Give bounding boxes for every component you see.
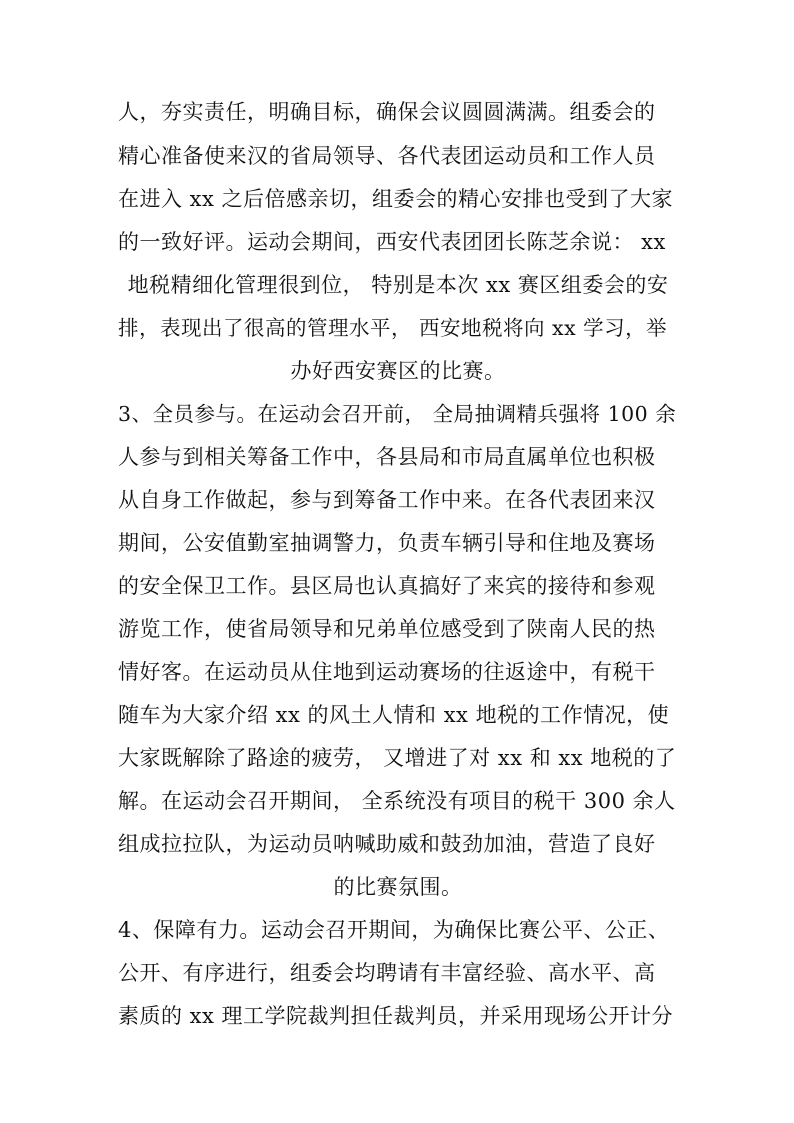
paragraph-line: 人，夯实责任，明确目标，确保会议圆圆满满。组委会的 bbox=[118, 100, 656, 124]
paragraph-line: 地税精细化管理很到位， 特别是本次 xx 赛区组委会的安 bbox=[127, 273, 669, 297]
paragraph-line: 大家既解除了路途的疲劳， 又增进了对 xx 和 xx 地税的了 bbox=[118, 746, 677, 770]
paragraph-line: 游览工作，使省局领导和兄弟单位感受到了陕南人民的热 bbox=[118, 617, 656, 641]
paragraph-line: 人参与到相关筹备工作中，各县局和市局直属单位也积极 bbox=[118, 445, 656, 469]
paragraph-line: 的安全保卫工作。县区局也认真搞好了来宾的接待和参观 bbox=[118, 574, 656, 598]
paragraph-line: 情好客。在运动员从住地到运动赛场的往返途中，有税干 bbox=[118, 660, 656, 684]
paragraph-line: 精心准备使来汉的省局领导、各代表团运动员和工作人员 bbox=[118, 144, 656, 168]
paragraph-line: 的一致好评。运动会期间，西安代表团团长陈芝余说： xx bbox=[118, 230, 666, 254]
paragraph-line: 组成拉拉队，为运动员呐喊助威和鼓劲加油，营造了良好 bbox=[118, 832, 656, 856]
paragraph-line: 的比赛氛围。 bbox=[333, 875, 463, 899]
paragraph-line: 素质的 xx 理工学院裁判担任裁判员，并采用现场公开计分 bbox=[118, 1004, 674, 1028]
paragraph-line: 办好西安赛区的比赛。 bbox=[290, 359, 506, 383]
paragraph-line: 从自身工作做起，参与到筹备工作中来。在各代表团来汉 bbox=[118, 488, 656, 512]
paragraph-line: 随车为大家介绍 xx 的风土人情和 xx 地税的工作情况，使 bbox=[118, 703, 670, 727]
paragraph-line: 4、保障有力。运动会召开期间，为确保比赛公平、公正、 bbox=[118, 918, 670, 942]
paragraph-line: 在进入 xx 之后倍感亲切，组委会的精心安排也受到了大家 bbox=[118, 187, 674, 211]
paragraph-line: 排，表现出了很高的管理水平， 西安地税将向 xx 学习，举 bbox=[118, 316, 668, 340]
paragraph-line: 公开、有序进行，组委会均聘请有丰富经验、高水平、高 bbox=[118, 961, 656, 985]
paragraph-line: 期间，公安值勤室抽调警力，负责车辆引导和住地及赛场 bbox=[118, 531, 656, 555]
paragraph-line: 3、全员参与。在运动会召开前， 全局抽调精兵强将 100 余 bbox=[118, 402, 677, 426]
paragraph-line: 解。在运动会召开期间， 全系统没有项目的税干 300 余人 bbox=[118, 789, 676, 813]
